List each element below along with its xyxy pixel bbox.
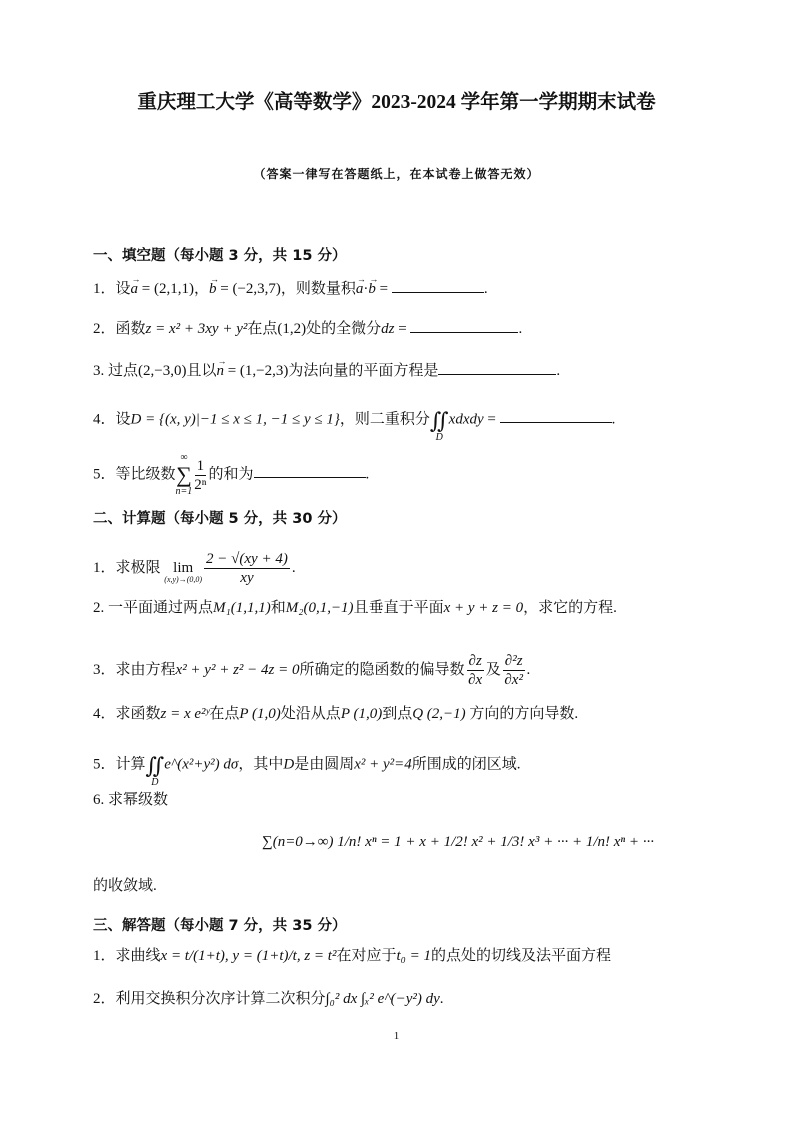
q-text: = (−2,3,7)，则数量积 bbox=[216, 281, 356, 297]
exam-instructions: （答案一律写在答题纸上，在本试卷上做答无效） bbox=[253, 167, 540, 181]
vector-b: → b bbox=[368, 279, 376, 299]
q-text: 等比级数 bbox=[115, 466, 176, 483]
period: . bbox=[483, 281, 488, 297]
point-m2: M₂(0,1,−1) bbox=[285, 600, 354, 616]
q-text: 是由圆周 bbox=[294, 756, 355, 773]
s2-question-6 bbox=[93, 790, 168, 810]
math-expr: x = t/(1+t), y = (1+t)/t, z = t² bbox=[160, 948, 337, 964]
s1-question-5 bbox=[93, 452, 369, 498]
point-m1: M₁(1,1,1) bbox=[213, 600, 271, 616]
point-q: Q (2,−1) bbox=[412, 706, 466, 722]
s3-question-1 bbox=[93, 946, 611, 966]
q-text: 求幂级数 bbox=[108, 792, 169, 808]
q-text: 求曲线 bbox=[115, 948, 161, 964]
s1-question-4 bbox=[93, 396, 615, 444]
section-3-heading: 三、解答题（每小题 7 分，共 35 分） bbox=[93, 918, 347, 934]
denominator: xy bbox=[240, 570, 254, 586]
answer-blank[interactable] bbox=[500, 408, 612, 423]
integral-domain: D bbox=[435, 432, 443, 443]
q-number: 5． bbox=[93, 756, 116, 773]
q-number: 3． bbox=[93, 661, 116, 678]
math-expr: ∫₀² dx ∫ₓ² e^(−y²) dy bbox=[325, 991, 440, 1007]
point-p: P (1,0) bbox=[340, 706, 383, 722]
q-text: 及 bbox=[485, 661, 501, 678]
equals: = bbox=[394, 321, 411, 337]
numerator: 2 − √(xy + 4) bbox=[206, 551, 288, 567]
q-number: 4． bbox=[93, 411, 116, 428]
section-1-heading: 一、填空题（每小题 3 分，共 15 分） bbox=[93, 248, 347, 264]
power-series bbox=[262, 832, 654, 852]
double-integral-sign: ∬ bbox=[429, 408, 449, 433]
s1-question-1 bbox=[93, 278, 488, 299]
s3-question-2 bbox=[93, 989, 444, 1009]
s1-question-3 bbox=[93, 360, 560, 381]
denominator: ∂x bbox=[468, 672, 483, 688]
section-2-heading: 二、计算题（每小题 5 分，共 30 分） bbox=[93, 511, 347, 527]
q-number: 2． bbox=[93, 991, 116, 1007]
s2-question-2 bbox=[93, 598, 617, 618]
limit-subscript: (x,y)→(0,0) bbox=[164, 574, 203, 584]
limit-operator: lim bbox=[173, 559, 194, 576]
math-expr: z = x² + 3xy + y² bbox=[145, 321, 248, 337]
q-text: 方向的方向导数. bbox=[469, 706, 579, 722]
s2-question-3 bbox=[93, 652, 530, 689]
q-number: 2． bbox=[93, 321, 116, 337]
math-expr: ∑(n=0→∞) 1/n! xⁿ = 1 + x + 1/2! x² + 1/3! x³ + ··· + 1/n! xⁿ + ··· bbox=[262, 834, 654, 850]
q-text: = (1,−2,3)为法向量的平面方程是 bbox=[223, 363, 439, 379]
dot: · bbox=[363, 281, 369, 297]
s2-question-6-tail: 的收敛域. bbox=[93, 878, 157, 894]
q-text: 函数 bbox=[115, 321, 146, 337]
equals: = bbox=[375, 281, 392, 297]
answer-blank[interactable] bbox=[438, 360, 556, 375]
q-text: 求由方程 bbox=[115, 661, 176, 678]
vector-a: → a bbox=[131, 279, 139, 299]
vector-a: → a bbox=[356, 279, 364, 299]
s2-question-5 bbox=[93, 741, 521, 789]
math-expr: e^(x²+y²) dσ bbox=[164, 756, 239, 773]
exam-title: 重庆理工大学《高等数学》2023-2024 学年第一学期期末试卷 bbox=[137, 92, 656, 113]
answer-blank[interactable] bbox=[392, 278, 484, 293]
period: . bbox=[611, 411, 616, 428]
sum-lower: n=1 bbox=[175, 486, 193, 497]
numerator: ∂²z bbox=[504, 653, 523, 669]
math-expr: z = x e²ʸ bbox=[160, 706, 210, 722]
math-expr: xdxdy bbox=[448, 411, 484, 428]
answer-blank[interactable] bbox=[254, 463, 366, 478]
q-number: 3. bbox=[93, 363, 105, 379]
q-text: 且垂直于平面 bbox=[353, 600, 444, 616]
q-text: 的和为 bbox=[208, 466, 254, 483]
s1-question-2 bbox=[93, 318, 522, 339]
q-number: 2. bbox=[93, 600, 105, 616]
q-text: 求函数 bbox=[115, 706, 161, 722]
q-number: 5． bbox=[93, 466, 116, 483]
domain-d: D bbox=[283, 756, 295, 773]
q-text: 在点(1,2)处的全微分 bbox=[247, 321, 382, 337]
equals: = bbox=[483, 411, 500, 428]
q-text: ，其中 bbox=[238, 756, 284, 773]
q-text: 到点 bbox=[382, 706, 413, 722]
double-integral-sign: ∬ bbox=[145, 753, 165, 778]
normal-vector: → n bbox=[216, 361, 224, 381]
integral-domain: D bbox=[151, 777, 159, 788]
period: . bbox=[518, 321, 523, 337]
q-text: 过点(2,−3,0)且以 bbox=[108, 363, 217, 379]
page-number: 1 bbox=[393, 1030, 400, 1042]
q-text: 和 bbox=[270, 600, 286, 616]
q-number: 1． bbox=[93, 559, 116, 576]
period: . bbox=[439, 991, 444, 1007]
q-number: 1． bbox=[93, 948, 116, 964]
q-text: 设 bbox=[115, 281, 131, 297]
q-text: 所确定的隐函数的偏导数 bbox=[299, 661, 465, 678]
math-expr: x² + y² + z² − 4z = 0 bbox=[175, 661, 300, 678]
s2-question-1 bbox=[93, 550, 296, 587]
math-expr: x² + y²=4 bbox=[354, 756, 412, 773]
period: . bbox=[291, 559, 296, 576]
sum-sign: ∑ bbox=[176, 462, 192, 487]
answer-blank[interactable] bbox=[410, 318, 518, 333]
q-text: 利用交换积分次序计算二次积分 bbox=[115, 991, 326, 1007]
math-expr: D = {(x, y)|−1 ≤ x ≤ 1, −1 ≤ y ≤ 1} bbox=[130, 411, 340, 428]
math-expr: dz bbox=[381, 321, 395, 337]
q-text: 处沿从点 bbox=[280, 706, 341, 722]
period: . bbox=[556, 363, 561, 379]
numerator: ∂z bbox=[468, 653, 482, 669]
q-text: 求极限 bbox=[115, 559, 161, 576]
denominator: 2ⁿ bbox=[194, 476, 207, 493]
period: . bbox=[526, 661, 531, 678]
plane-equation: x + y + z = 0 bbox=[443, 600, 524, 616]
q-number: 1． bbox=[93, 281, 116, 297]
q-text: 一平面通过两点 bbox=[108, 600, 214, 616]
denominator: ∂x² bbox=[504, 672, 523, 688]
q-text: 计算 bbox=[115, 756, 146, 773]
q-number: 4． bbox=[93, 706, 116, 722]
point-p: P (1,0) bbox=[239, 706, 281, 722]
q-text: 在对应于 bbox=[336, 948, 397, 964]
q-text: = (2,1,1)， bbox=[138, 281, 209, 297]
period: . bbox=[365, 466, 370, 483]
q-text: ，则二重积分 bbox=[339, 411, 430, 428]
s2-question-4 bbox=[93, 704, 578, 724]
q-number: 6. bbox=[93, 792, 105, 808]
vector-b: → b bbox=[209, 279, 217, 299]
q-text: 所围成的闭区域. bbox=[411, 756, 521, 773]
numerator: 1 bbox=[196, 457, 205, 474]
sum-upper: ∞ bbox=[180, 452, 188, 463]
q-text: 在点 bbox=[209, 706, 240, 722]
q-text: 设 bbox=[115, 411, 131, 428]
q-text: 的点处的切线及法平面方程 bbox=[430, 948, 611, 964]
math-expr: t₀ = 1 bbox=[396, 948, 431, 964]
q-text: ，求它的方程. bbox=[523, 600, 617, 616]
